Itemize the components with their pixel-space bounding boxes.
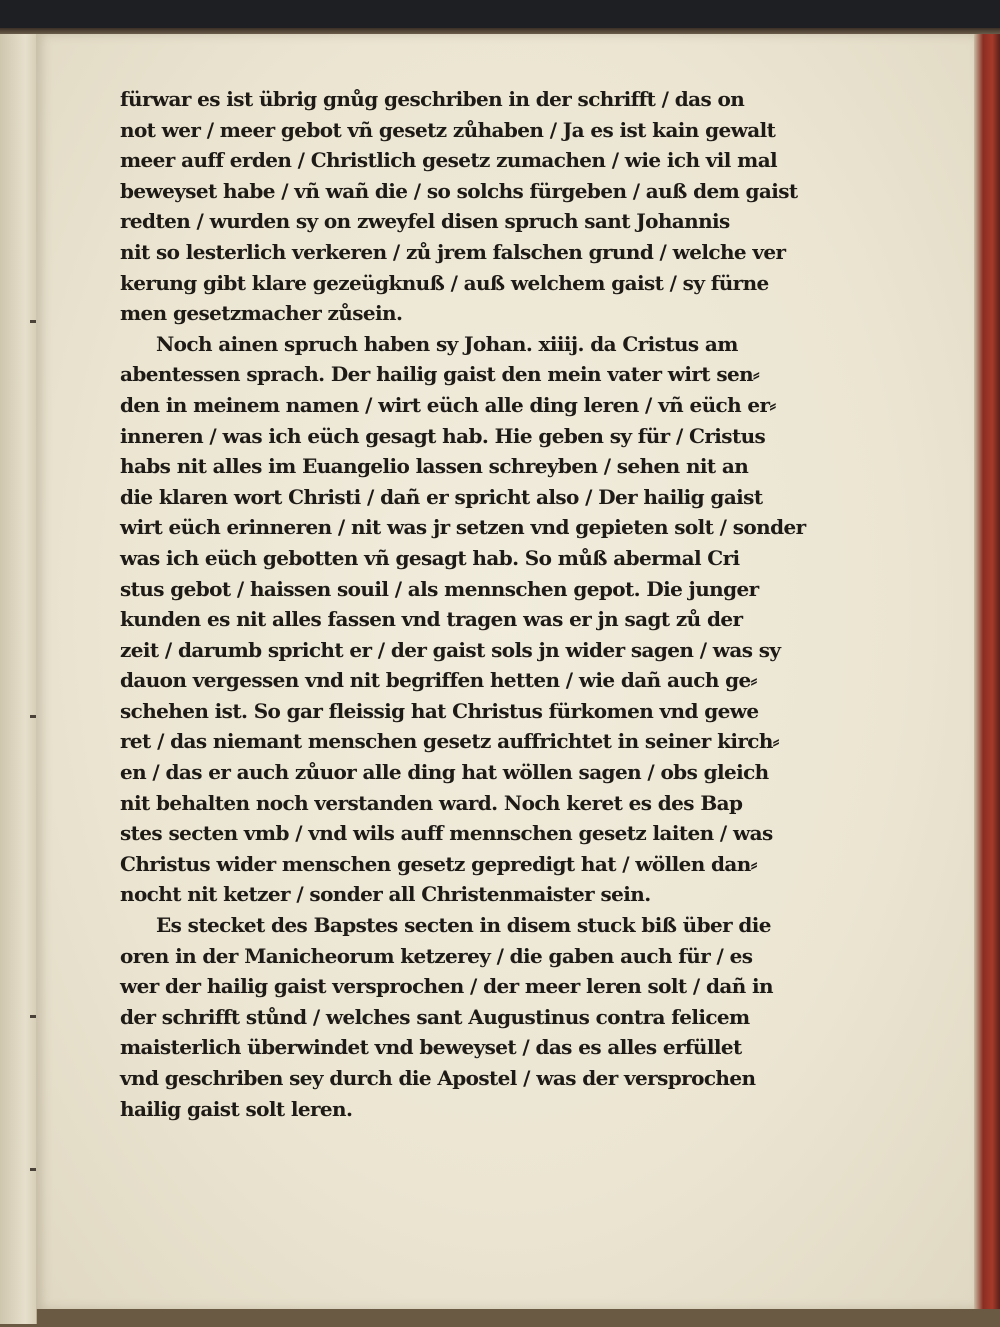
text-line: en / das er auch zůuor alle ding hat wöllen sagen / obs gleich: [120, 760, 769, 785]
text-line: ret / das niemant menschen gesetz auffrichtet in seiner kirch⸗: [120, 729, 779, 754]
text-line: fürwar es ist übrig gnůg geschriben in der schrifft / das on: [120, 87, 745, 111]
text-line: vnd geschriben sey durch die Apostel / was der versprochen: [120, 1066, 756, 1090]
text-line: meer auff erden / Christlich gesetz zumachen / wie ich vil mal: [120, 148, 778, 173]
text-line: Es stecket des Bapstes secten in disem stuck biß über die: [156, 913, 771, 938]
text-line: Christus wider menschen gesetz gepredigt hat / wöllen dan⸗: [120, 851, 757, 876]
text-line: den in meinem namen / wirt eüch alle ding leren / vñ eüch er⸗: [120, 392, 776, 417]
text-line: nit behalten noch verstanden ward. Noch keret es des Bap: [120, 790, 743, 815]
text-line: men gesetzmacher zůsein.: [120, 301, 403, 326]
text-line: die klaren wort Christi / dañ er spricht also / Der hailig gaist: [120, 484, 763, 509]
text-line: abentessen sprach. Der hailig gaist den mein vater wirt sen⸗: [120, 362, 760, 387]
text-line: maisterlich überwindet vnd beweyset / das es alles erfüllet: [120, 1035, 742, 1060]
text-line: zeit / darumb spricht er / der gaist sols jn wider sagen / was sy: [120, 637, 781, 662]
paragraph-2: [120, 329, 860, 910]
text-line: nit so lesterlich verkeren / zů jrem falschen grund / welche ver: [120, 239, 786, 264]
page-stack-red-edge: [974, 34, 1000, 1309]
text-line: was ich eüch gebotten vñ gesagt hab. So můß abermal Cri: [120, 545, 740, 570]
text-line: oren in der Manicheorum ketzerey / die gaben auch für / es: [120, 943, 753, 968]
text-line: not wer / meer gebot vñ gesetz zůhaben / Ja es ist kain gewalt: [120, 117, 776, 142]
text-line: der schrifft stůnd / welches sant Augustinus contra felicem: [120, 1004, 750, 1029]
text-line: dauon vergessen vnd nit begriffen hetten / wie dañ auch ge⸗: [120, 668, 757, 693]
text-line: wirt eüch erinneren / nit was jr setzen vnd gepieten solt / sonder: [120, 515, 806, 540]
text-line: Noch ainen spruch haben sy Johan. xiiij. da Cristus am: [156, 331, 738, 356]
facing-page-edge: [0, 34, 37, 1324]
text-line: hailig gaist solt leren.: [120, 1096, 353, 1121]
paragraph-1: [120, 84, 860, 329]
text-line: redten / wurden sy on zweyfel disen spruch sant Johannis: [120, 209, 730, 234]
text-line: wer der hailig gaist versprochen / der meer leren solt / dañ in: [120, 974, 773, 999]
text-line: nocht nit ketzer / sonder all Christenmaister sein.: [120, 882, 651, 907]
page-text-block: [120, 84, 860, 1124]
text-line: kunden es nit alles fassen vnd tragen was er jn sagt zů der: [120, 607, 743, 632]
text-line: beweyset habe / vñ wañ die / so solchs fürgeben / auß dem gaist: [120, 178, 798, 203]
text-line: stes secten vmb / vnd wils auff mennschen gesetz laiten / was: [120, 821, 773, 846]
text-line: habs nit alles im Euangelio lassen schreyben / sehen nit an: [120, 454, 749, 479]
text-line: inneren / was ich eüch gesagt hab. Hie geben sy für / Cristus: [120, 423, 766, 448]
text-line: schehen ist. So gar fleissig hat Christus fürkomen vnd gewe: [120, 698, 759, 723]
text-line: stus gebot / haissen souil / als mennschen gepot. Die junger: [120, 576, 759, 601]
paragraph-3: [120, 910, 860, 1124]
text-line: kerung gibt klare gezeügknuß / auß welchem gaist / sy fürne: [120, 270, 769, 295]
